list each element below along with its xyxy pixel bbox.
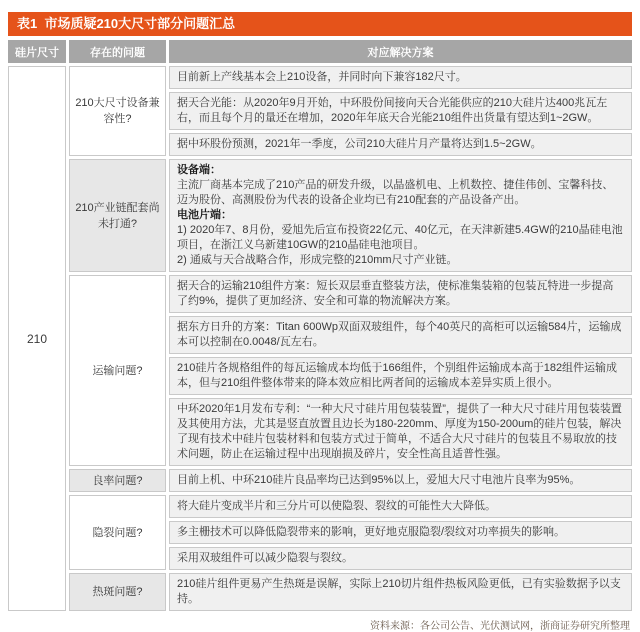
solution-text: 2) 通威与天合战略合作，形成完整的210mm尺寸产业链。 [177, 254, 458, 266]
solution-list [169, 495, 632, 570]
summary-table [8, 40, 632, 611]
solution-text: 1) 2020年7、8月份，爱旭先后宣布投资22亿元、40亿元，在天津新建5.4GW的210晶硅电池项目，在浙江义乌新建10GW的210晶硅电池项目。 [177, 224, 623, 251]
solution-list [169, 66, 632, 156]
table-header-row [8, 40, 632, 63]
column-header-solution: 对应解决方案 [169, 40, 632, 63]
solution-cell [169, 133, 632, 156]
solution-text: 目前新上产线基本会上210设备，并同时向下兼容182尺寸。 [177, 71, 467, 83]
solution-subheading: 设备端： [177, 164, 221, 176]
problem-cell: 210大尺寸设备兼容性? [69, 66, 166, 156]
solution-list [169, 159, 632, 272]
solution-cell [169, 573, 632, 611]
problem-group [69, 159, 632, 272]
problem-groups [69, 66, 632, 611]
solution-cell [169, 398, 632, 466]
table-title: 表1 市场质疑210大尺寸部分问题汇总 [8, 12, 632, 36]
solution-cell [169, 469, 632, 492]
problem-group [69, 469, 632, 492]
solution-text: 据东方日升的方案：Titan 600Wp双面双玻组件，每个40英尺的高柜可以运输584片，运输成本可以控制在0.0048/瓦左右。 [177, 321, 622, 348]
solution-text: 主流厂商基本完成了210产品的研发升级，以晶盛机电、上机数控、捷佳伟创、宝馨科技、迈为股份、高测股份为代表的设备企业均已有210配套的产品设备产出。 [177, 179, 614, 206]
solution-text: 目前上机、中环210硅片良品率均已达到95%以上，爱旭大尺寸电池片良率为95%。 [177, 474, 581, 486]
problem-cell: 运输问题? [69, 275, 166, 466]
solution-text: 据天合的运输210组件方案：短长双层垂直整装方法，使标准集装箱的包装瓦特进一步提高了约9%，提供了更加经济、安全和可靠的物流解决方案。 [177, 280, 614, 307]
problem-group [69, 495, 632, 570]
problem-cell: 210产业链配套尚未打通? [69, 159, 166, 272]
solution-cell [169, 66, 632, 89]
solution-cell [169, 159, 632, 272]
column-header-wafer-size: 硅片尺寸 [8, 40, 66, 63]
source-note: 资料来源：各公司公告、光伏测试网，浙商证券研究所整理 [370, 621, 630, 632]
solution-cell [169, 521, 632, 544]
solution-list [169, 573, 632, 611]
solution-text: 210硅片组件更易产生热斑是误解，实际上210切片组件热板风险更低，已有实验数据予以支持。 [177, 578, 621, 605]
solution-text: 据天合光能：从2020年9月开始，中环股份间接向天合光能供应的210大硅片达400兆瓦左右，而且每个月的量还在增加，2020年年底天合光能210组件出货量有望达到1~2GW。 [177, 97, 608, 124]
solution-text: 210硅片各规格组件的每瓦运输成本均低于166组件，个别组件运输成本高于182组件运输成本，但与210组件整体带来的降本效应相比两者间的运输成本差异实质上很小。 [177, 362, 618, 389]
solution-text: 将大硅片变成半片和三分片可以使隐裂、裂纹的可能性大大降低。 [177, 500, 496, 512]
problem-group [69, 573, 632, 611]
problem-group [69, 275, 632, 466]
solution-cell [169, 357, 632, 395]
solution-cell [169, 275, 632, 313]
solution-list [169, 275, 632, 466]
column-header-problem: 存在的问题 [69, 40, 166, 63]
table-body [8, 66, 632, 611]
solution-text: 据中环股份预测，2021年一季度，公司210大硅片月产量将达到1.5~2GW。 [177, 138, 542, 150]
solution-cell [169, 316, 632, 354]
problem-cell: 热斑问题? [69, 573, 166, 611]
problem-cell: 良率问题? [69, 469, 166, 492]
solution-cell [169, 495, 632, 518]
solution-cell [169, 92, 632, 130]
problem-group [69, 66, 632, 156]
solution-subheading: 电池片端： [177, 209, 232, 221]
problem-cell: 隐裂问题? [69, 495, 166, 570]
solution-text: 采用双玻组件可以减少隐裂与裂纹。 [177, 552, 353, 564]
wafer-size-cell: 210 [8, 66, 66, 611]
solution-text: 多主栅技术可以降低隐裂带来的影响，更好地克服隐裂/裂纹对功率损失的影响。 [177, 526, 566, 538]
solution-cell [169, 547, 632, 570]
solution-text: 中环2020年1月发布专利：“一种大尺寸硅片用包装装置”，提供了一种大尺寸硅片用包装装置及其使用方法，尤其是竖直放置且边长为180-220mm、厚度为150-200um的硅片包装，解决了现有技术中硅片包装材料和包装方式过于简单，不适合大尺寸硅片的包装且不易取放的技术问题，防止在运输过程中出现崩损及碎片，安全性高且适普性强。 [177, 403, 622, 460]
solution-list [169, 469, 632, 492]
